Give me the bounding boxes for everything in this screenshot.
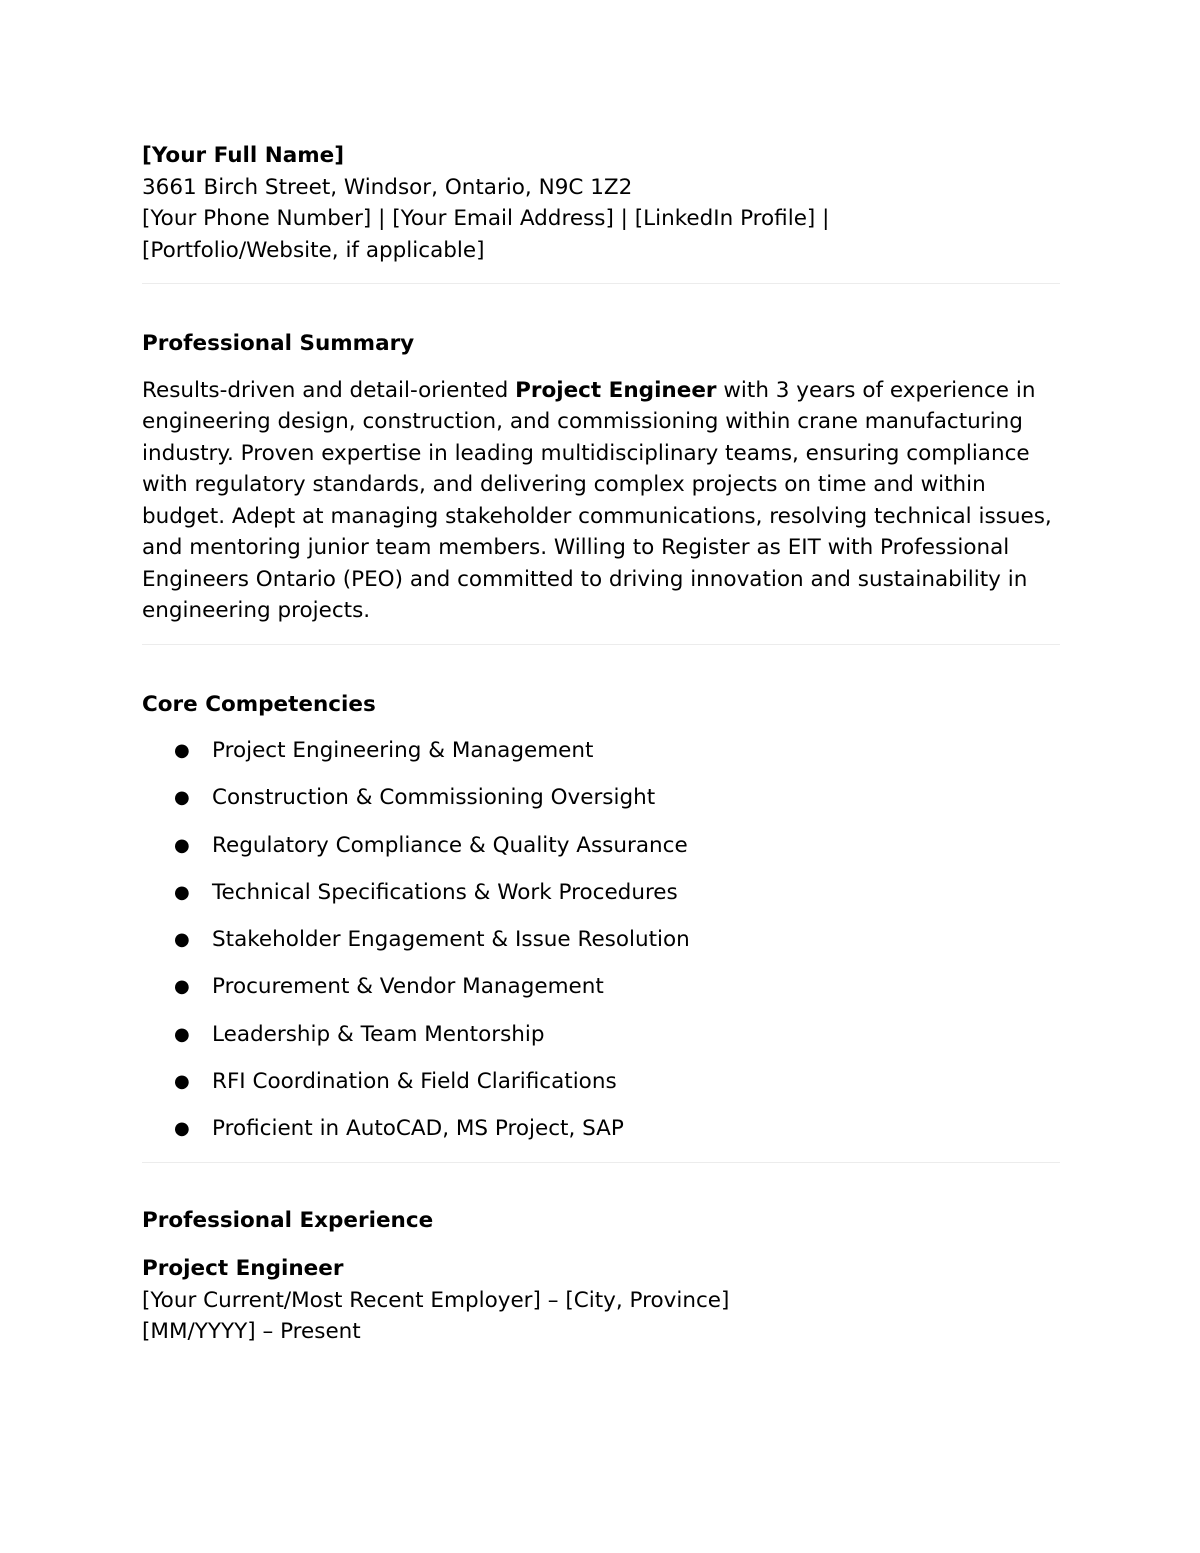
contact-line-1: [Your Phone Number] | [Your Email Address] | [LinkedIn Profile] | <box>142 206 830 231</box>
bullet-icon: ● <box>174 834 190 856</box>
competency-item: ● Leadership & Team Mentorship <box>142 1019 1060 1051</box>
summary-role: Project Engineer <box>515 377 717 403</box>
bullet-icon: ● <box>174 976 190 998</box>
competency-item: ● Technical Specifications & Work Procedures <box>142 877 1060 909</box>
address: 3661 Birch Street, Windsor, Ontario, N9C 1Z2 <box>142 174 633 200</box>
competency-item: ● Stakeholder Engagement & Issue Resolution <box>142 924 1060 956</box>
job-title: Project Engineer <box>142 1256 344 1282</box>
bullet-icon: ● <box>174 787 190 809</box>
summary-paragraph <box>142 375 1060 627</box>
competencies-list <box>142 735 1060 1145</box>
job-dates: [MM/YYYY] – Present <box>142 1319 361 1345</box>
bullet-icon: ● <box>174 1023 190 1045</box>
header-block <box>142 140 1060 266</box>
bullet-icon: ● <box>174 740 190 761</box>
bullet-icon: ● <box>174 881 190 903</box>
experience-section <box>142 1205 1060 1348</box>
summary-section <box>142 328 1060 627</box>
full-name: [Your Full Name] <box>142 143 345 168</box>
competency-item: ● Project Engineering & Management <box>142 735 1060 767</box>
bullet-icon: ● <box>174 1071 190 1093</box>
competency-item: ● RFI Coordination & Field Clarifications <box>142 1066 1060 1098</box>
bullet-icon: ● <box>174 929 190 951</box>
divider <box>142 1162 1060 1163</box>
contact-line-2: [Portfolio/Website, if applicable] <box>142 237 485 263</box>
competency-item: ● Proficient in AutoCAD, MS Project, SAP <box>142 1113 1060 1145</box>
competencies-heading: Core Competencies <box>142 691 376 717</box>
competency-item: ● Regulatory Compliance & Quality Assurance <box>142 830 1060 862</box>
summary-intro: Results-driven and detail-oriented <box>142 377 516 403</box>
competency-item: ● Construction & Commissioning Oversight <box>142 782 1060 814</box>
divider <box>142 644 1060 645</box>
bullet-icon: ● <box>174 1118 190 1140</box>
resume-page <box>142 140 1060 1348</box>
competency-item: ● Procurement & Vendor Management <box>142 971 1060 1003</box>
employer: [Your Current/Most Recent Employer] – [City, Province] <box>142 1287 730 1313</box>
summary-heading: Professional Summary <box>142 331 415 356</box>
divider <box>142 283 1060 284</box>
competencies-section <box>142 689 1060 1145</box>
summary-body: with 3 years of experience in engineering design, construction, and commissioning within crane manufacturing industry. Proven expertise in leading multidisciplinary teams, ensuring compliance with regulatory standards, and delivering complex projects on time and within budget. Adept at managing stakeholder communications, resolving technical issues, and mentoring junior team members. Willing to Register as EIT with Professional Engineers Ontario (PEO) and committed to driving innovation and sustainability in engineering projects. <box>142 377 1052 623</box>
experience-heading: Professional Experience <box>142 1207 434 1233</box>
